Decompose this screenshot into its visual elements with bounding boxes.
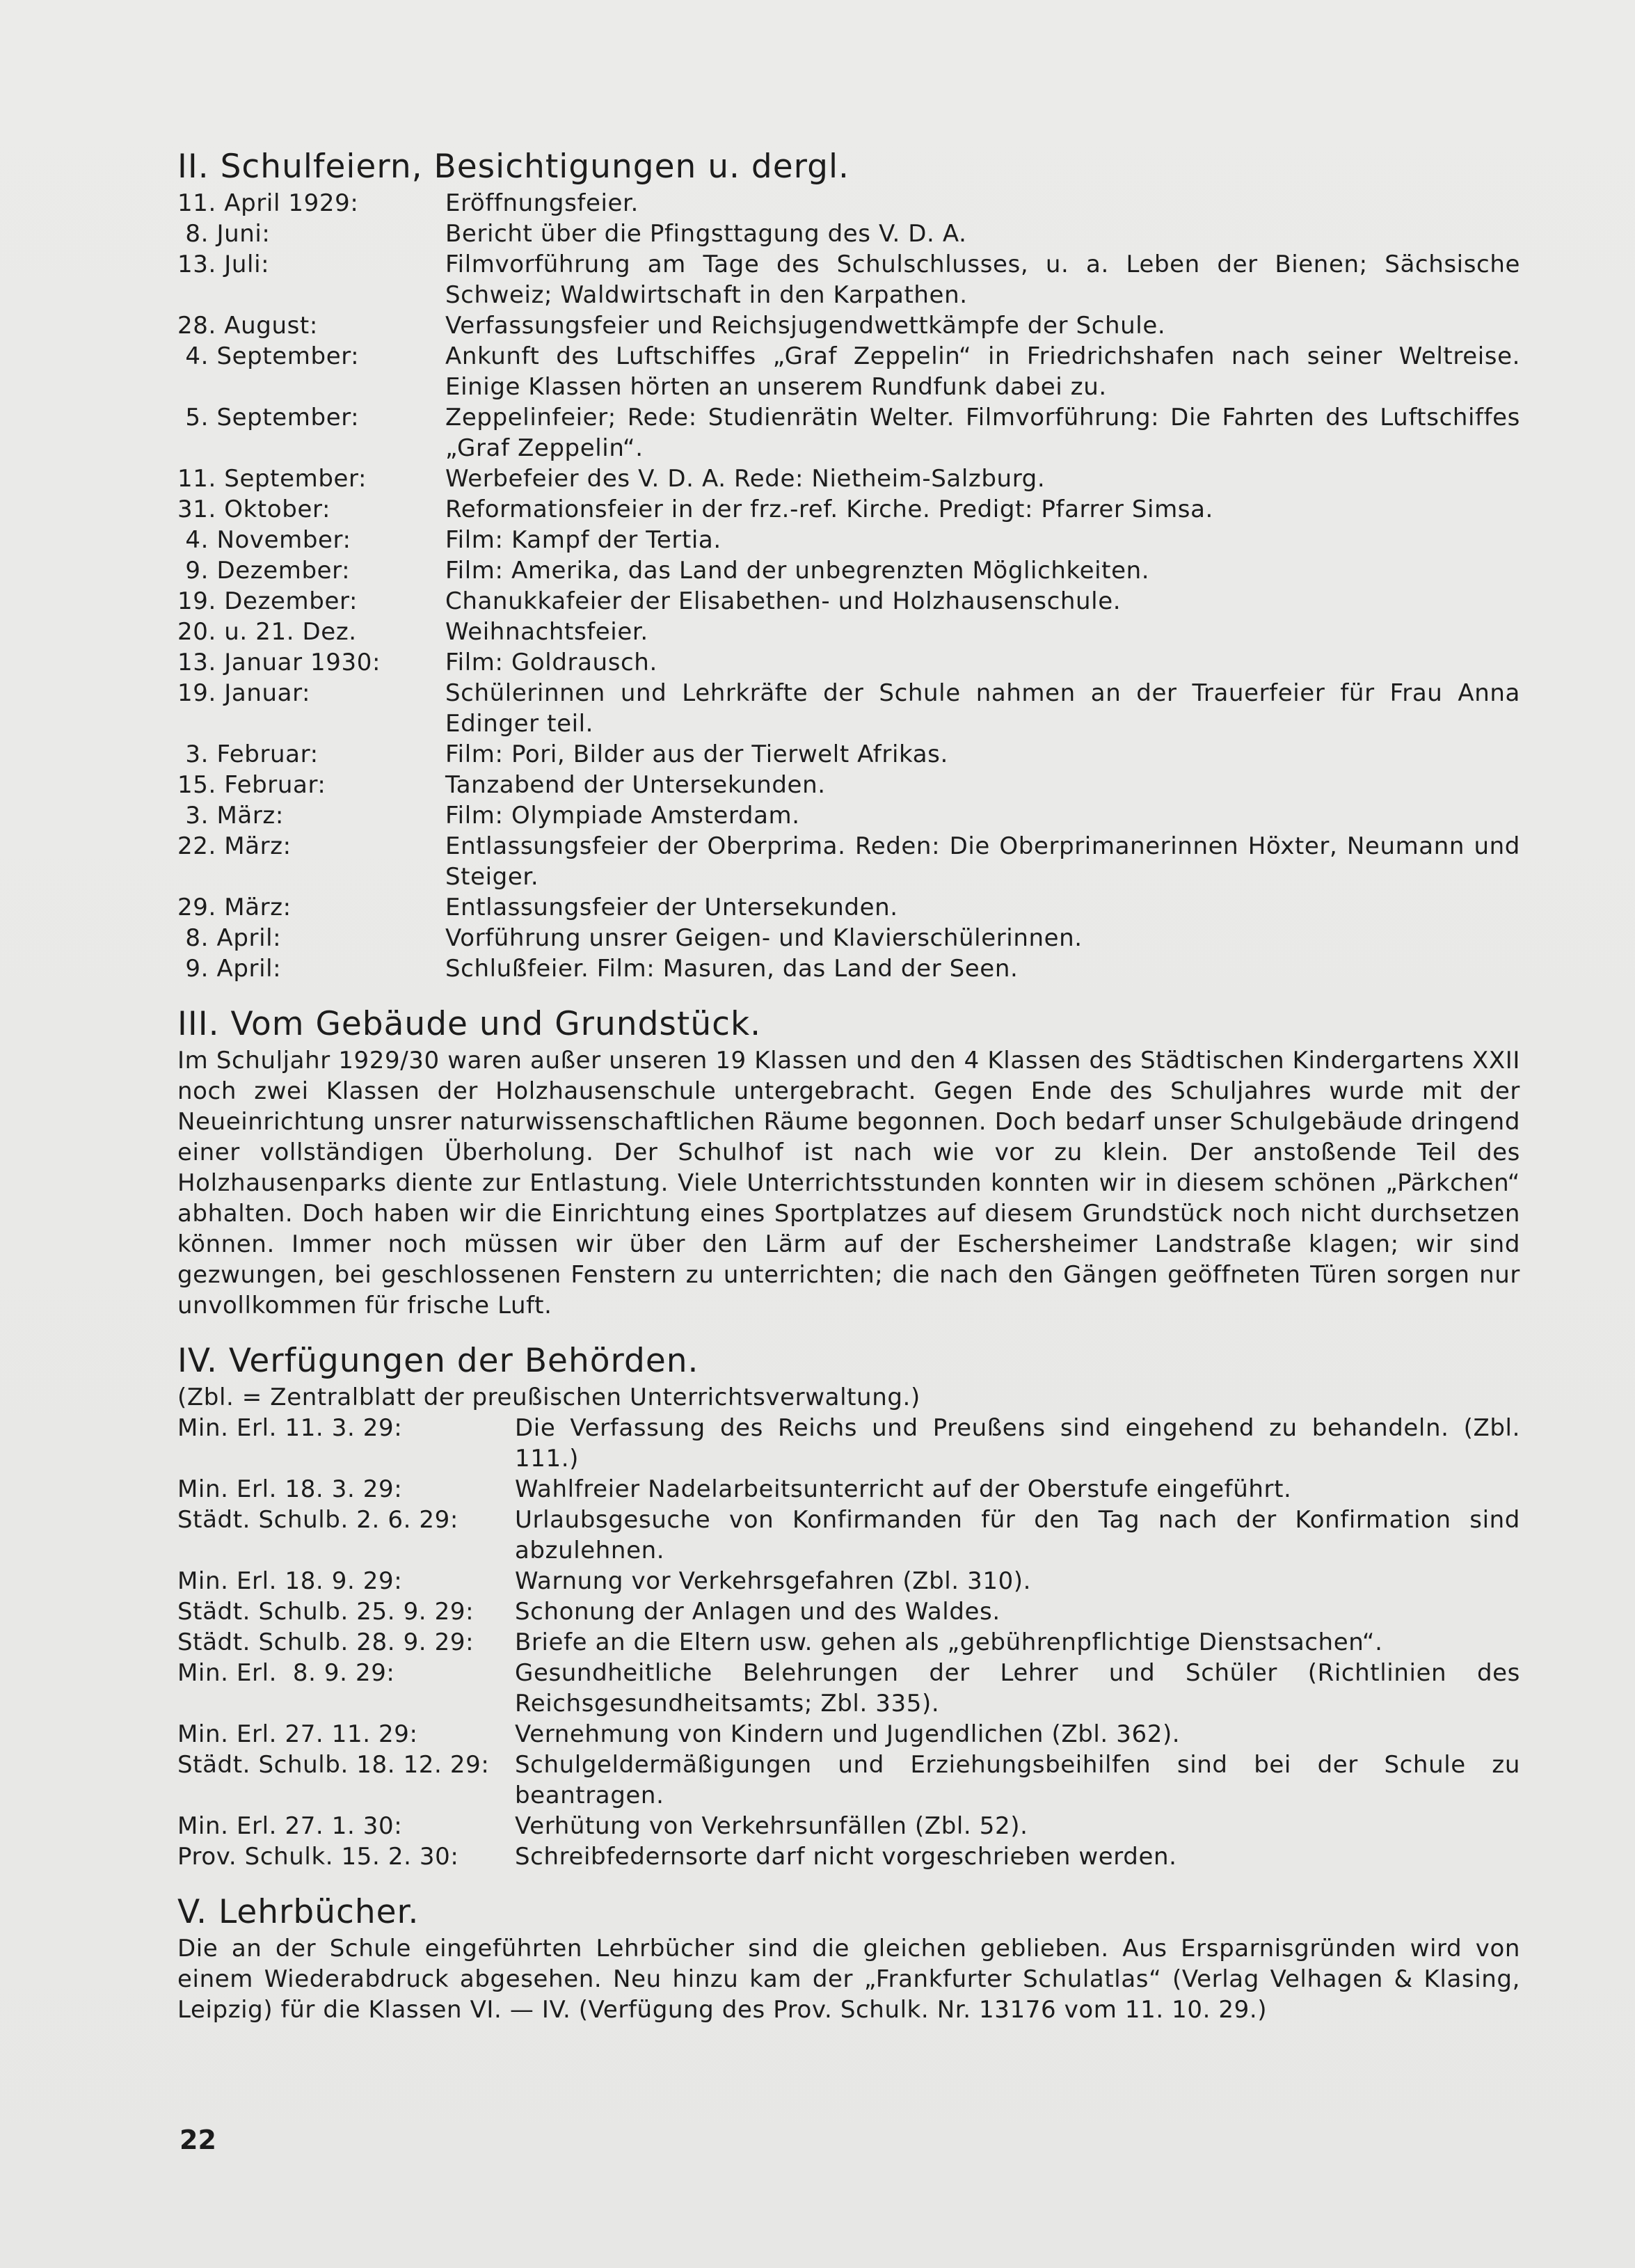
item-date: 5. September: <box>177 404 360 431</box>
item-date: Prov. Schulk. 15. 2. 30: <box>177 1843 459 1871</box>
section-gebaeude <box>177 1004 1520 1321</box>
list-item <box>177 1566 1520 1596</box>
item-date: 13. Januar 1930: <box>177 649 381 676</box>
list-item <box>177 1719 1520 1750</box>
item-description: Schreibfedernsorte darf nicht vorgeschrieben werden. <box>515 1843 1177 1871</box>
list-item <box>177 770 1520 800</box>
section-paragraph: Im Schuljahr 1929/30 waren außer unseren 19 Klassen und den 4 Klassen des Städtischen Kindergartens XXII noch zwei Klassen der Holzhausenschule untergebracht. Gegen Ende des Schuljahres wurde mit der Neueinrichtung unsrer naturwissenschaftlichen Räume begonnen. Doch bedarf unser Schulgebäude dringend einer vollständigen Überholung. Der Schulhof ist nach wie vor zu klein. Der anstoßende Teil des Holzhausenparks diente zur Entlastung. Viele Unterrichtsstunden konnten wir in diesem schönen „Pärkchen“ abhalten. Doch haben wir die Einrichtung eines Sportplatzes auf diesem Grundstück noch nicht durchsetzen können. Immer noch müssen wir über den Lärm auf der Eschersheimer Landstraße klagen; wir sind gezwungen, bei geschlossenen Fenstern zu unterrichten; die nach den Gängen geöffneten Türen sorgen nur unvollkommen für frische Luft. <box>177 1047 1520 1319</box>
list-item <box>177 923 1520 953</box>
item-description: Warnung vor Verkehrsgefahren (Zbl. 310). <box>515 1567 1032 1595</box>
item-date: 31. Oktober: <box>177 495 330 523</box>
list-item <box>177 341 1520 402</box>
item-description: Entlassungsfeier der Oberprima. Reden: Die Oberprimanerinnen Höxter, Neumann und Steiger. <box>445 832 1520 891</box>
list-item <box>177 402 1520 463</box>
item-description: Film: Olympiade Amsterdam. <box>445 802 800 830</box>
section-title: IV. Verfügungen der Behörden. <box>177 1342 699 1380</box>
list-item <box>177 1596 1520 1627</box>
list-item <box>177 647 1520 678</box>
list-item <box>177 1627 1520 1658</box>
item-description: Film: Amerika, das Land der unbegrenzten Möglichkeiten. <box>445 557 1150 585</box>
item-date: 4. November: <box>177 526 351 554</box>
section-lehrbuecher <box>177 1892 1520 2025</box>
list-item <box>177 1505 1520 1566</box>
item-description: Zeppelinfeier; Rede: Studienrätin Welter. Filmvorführung: Die Fahrten des Luftschiffes „Graf Zeppelin“. <box>445 404 1520 462</box>
item-date: Städt. Schulb. 25. 9. 29: <box>177 1598 474 1626</box>
item-description: Film: Kampf der Tertia. <box>445 526 721 554</box>
list-item <box>177 494 1520 525</box>
item-date: 19. Dezember: <box>177 587 358 615</box>
list-item <box>177 188 1520 219</box>
item-date: Städt. Schulb. 18. 12. 29: <box>177 1751 490 1779</box>
item-date: 15. Februar: <box>177 771 326 799</box>
item-description: Die Verfassung des Reichs und Preußens sind eingehend zu behandeln. (Zbl. 111.) <box>515 1414 1520 1473</box>
item-description: Wahlfreier Nadelarbeitsunterricht auf der Oberstufe eingeführt. <box>515 1475 1292 1503</box>
list-item <box>177 617 1520 647</box>
section-title: V. Lehrbücher. <box>177 1893 420 1931</box>
section-title: III. Vom Gebäude und Grundstück. <box>177 1005 762 1043</box>
item-description: Vorführung unsrer Geigen- und Klavierschülerinnen. <box>445 924 1083 952</box>
item-date: Min. Erl. 11. 3. 29: <box>177 1414 403 1442</box>
item-description: Ankunft des Luftschiffes „Graf Zeppelin“ in Friedrichshafen nach seiner Weltreise. Einige Klassen hörten an unserem Rundfunk dabei zu. <box>445 342 1520 401</box>
item-description: Briefe an die Eltern usw. gehen als „gebührenpflichtige Dienstsachen“. <box>515 1628 1383 1656</box>
list-item <box>177 1750 1520 1811</box>
item-date: 22. März: <box>177 832 292 860</box>
item-description: Eröffnungsfeier. <box>445 189 639 217</box>
item-description: Urlaubsgesuche von Konfirmanden für den Tag nach der Konfirmation sind abzulehnen. <box>515 1506 1520 1564</box>
page-number: 22 <box>180 2125 216 2155</box>
list-item <box>177 953 1520 984</box>
decree-list <box>177 1413 1520 1872</box>
item-description: Chanukkafeier der Elisabethen- und Holzhausenschule. <box>445 587 1122 615</box>
item-date: 3. Februar: <box>177 740 319 768</box>
item-date: 4. September: <box>177 342 360 370</box>
list-item <box>177 831 1520 892</box>
item-description: Weihnachtsfeier. <box>445 618 648 646</box>
list-item <box>177 555 1520 586</box>
list-item <box>177 1841 1520 1872</box>
item-date: 11. September: <box>177 465 367 493</box>
section-title: II. Schulfeiern, Besichtigungen u. dergl. <box>177 148 850 186</box>
list-item <box>177 525 1520 555</box>
item-date: 8. April: <box>177 924 282 952</box>
item-date: 9. April: <box>177 955 282 983</box>
list-item <box>177 249 1520 310</box>
list-item <box>177 463 1520 494</box>
list-item <box>177 1413 1520 1474</box>
item-date: 29. März: <box>177 894 292 921</box>
list-item <box>177 1474 1520 1505</box>
item-date: Min. Erl. 27. 11. 29: <box>177 1720 418 1748</box>
section-paragraph: Die an der Schule eingeführten Lehrbücher sind die gleichen geblieben. Aus Ersparnisgründen wird von einem Wiederabdruck abgesehen. Neu hinzu kam der „Frankfurter Schulatlas“ (Verlag Velhagen & Klasing, Leipzig) für die Klassen VI. — IV. (Verfügung des Prov. Schulk. Nr. 13176 vom 11. 10. 29.) <box>177 1935 1520 2024</box>
item-date: 13. Juli: <box>177 251 270 278</box>
abbreviation-note: (Zbl. = Zentralblatt der preußischen Unterrichtsverwaltung.) <box>177 1383 920 1411</box>
item-description: Werbefeier des V. D. A. Rede: Nietheim-Salzburg. <box>445 465 1046 493</box>
item-description: Verfassungsfeier und Reichsjugendwettkämpfe der Schule. <box>445 312 1166 340</box>
list-item <box>177 1658 1520 1719</box>
item-date: 28. August: <box>177 312 318 340</box>
item-date: 19. Januar: <box>177 679 311 707</box>
item-description: Entlassungsfeier der Untersekunden. <box>445 894 898 921</box>
page-content <box>177 146 1520 2025</box>
item-date: 9. Dezember: <box>177 557 351 585</box>
item-description: Verhütung von Verkehrsunfällen (Zbl. 52). <box>515 1812 1028 1840</box>
item-description: Vernehmung von Kindern und Jugendlichen (Zbl. 362). <box>515 1720 1181 1748</box>
section-schulfeiern <box>177 146 1520 984</box>
item-description: Schülerinnen und Lehrkräfte der Schule nahmen an der Trauerfeier für Frau Anna Edinger teil. <box>445 679 1520 738</box>
item-date: Min. Erl. 8. 9. 29: <box>177 1659 395 1687</box>
item-description: Film: Pori, Bilder aus der Tierwelt Afrikas. <box>445 740 948 768</box>
list-item <box>177 892 1520 923</box>
list-item <box>177 1811 1520 1841</box>
item-date: Städt. Schulb. 28. 9. 29: <box>177 1628 474 1656</box>
item-description: Schonung der Anlagen und des Waldes. <box>515 1598 1000 1626</box>
event-list <box>177 188 1520 984</box>
list-item <box>177 586 1520 617</box>
list-item <box>177 310 1520 341</box>
item-date: Min. Erl. 27. 1. 30: <box>177 1812 403 1840</box>
item-description: Gesundheitliche Belehrungen der Lehrer und Schüler (Richtlinien des Reichsgesundheitsamts; Zbl. 335). <box>515 1659 1520 1718</box>
list-item <box>177 678 1520 739</box>
item-description: Tanzabend der Untersekunden. <box>445 771 826 799</box>
item-date: 3. März: <box>177 802 284 830</box>
section-verfuegungen <box>177 1340 1520 1872</box>
list-item <box>177 739 1520 770</box>
list-item <box>177 219 1520 249</box>
item-description: Reformationsfeier in der frz.-ref. Kirche. Predigt: Pfarrer Simsa. <box>445 495 1213 523</box>
item-date: 8. Juni: <box>177 220 271 248</box>
item-description: Film: Goldrausch. <box>445 649 657 676</box>
item-description: Bericht über die Pfingsttagung des V. D. A. <box>445 220 967 248</box>
item-description: Schulgeldermäßigungen und Erziehungsbeihilfen sind bei der Schule zu beantragen. <box>515 1751 1520 1809</box>
item-date: 20. u. 21. Dez. <box>177 618 357 646</box>
item-description: Schlußfeier. Film: Masuren, das Land der Seen. <box>445 955 1019 983</box>
item-date: Städt. Schulb. 2. 6. 29: <box>177 1506 458 1534</box>
item-description: Filmvorführung am Tage des Schulschlusses, u. a. Leben der Bienen; Sächsische Schweiz; Waldwirtschaft in den Karpathen. <box>445 251 1520 309</box>
item-date: Min. Erl. 18. 3. 29: <box>177 1475 403 1503</box>
list-item <box>177 800 1520 831</box>
item-date: 11. April 1929: <box>177 189 359 217</box>
item-date: Min. Erl. 18. 9. 29: <box>177 1567 403 1595</box>
